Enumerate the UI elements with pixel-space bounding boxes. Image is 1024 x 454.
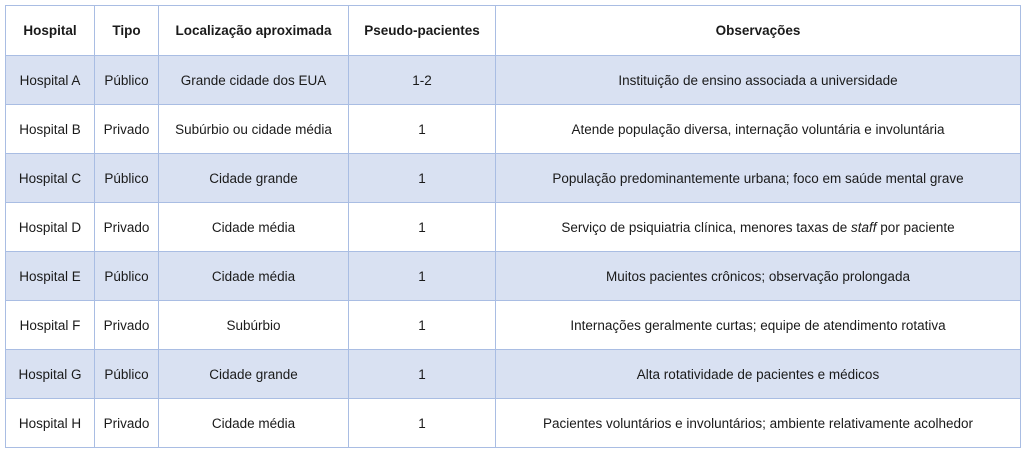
hospital-table-container xyxy=(5,5,1020,448)
cell-pseudo-pacientes: 1 xyxy=(349,154,496,203)
hospital-table xyxy=(5,5,1021,448)
cell-tipo: Público xyxy=(95,252,159,301)
cell-observacoes xyxy=(496,203,1021,252)
cell-hospital: Hospital F xyxy=(6,301,95,350)
obs-text-staff-italic: staff xyxy=(851,219,877,235)
obs-text-post: por paciente xyxy=(876,219,955,235)
cell-tipo: Público xyxy=(95,154,159,203)
cell-tipo: Público xyxy=(95,350,159,399)
header-observacoes: Observações xyxy=(496,6,1021,56)
cell-observacoes: Instituição de ensino associada a universidade xyxy=(496,56,1021,105)
cell-localizacao: Cidade grande xyxy=(159,350,349,399)
header-localizacao: Localização aproximada xyxy=(159,6,349,56)
cell-observacoes: Muitos pacientes crônicos; observação prolongada xyxy=(496,252,1021,301)
header-pseudo-pacientes: Pseudo-pacientes xyxy=(349,6,496,56)
cell-pseudo-pacientes: 1 xyxy=(349,350,496,399)
table-row xyxy=(6,301,1021,350)
cell-tipo: Privado xyxy=(95,399,159,448)
cell-localizacao: Subúrbio ou cidade média xyxy=(159,105,349,154)
cell-observacoes: Internações geralmente curtas; equipe de atendimento rotativa xyxy=(496,301,1021,350)
table-row xyxy=(6,399,1021,448)
header-row xyxy=(6,6,1021,56)
table-row xyxy=(6,252,1021,301)
cell-pseudo-pacientes: 1 xyxy=(349,252,496,301)
cell-pseudo-pacientes: 1 xyxy=(349,203,496,252)
table-row xyxy=(6,56,1021,105)
obs-text-pre: Serviço de psiquiatria clínica, menores taxas de xyxy=(561,219,852,235)
cell-tipo: Privado xyxy=(95,105,159,154)
table-row xyxy=(6,105,1021,154)
header-hospital: Hospital xyxy=(6,6,95,56)
cell-tipo: Privado xyxy=(95,203,159,252)
cell-localizacao: Grande cidade dos EUA xyxy=(159,56,349,105)
table-row xyxy=(6,203,1021,252)
cell-hospital: Hospital G xyxy=(6,350,95,399)
cell-pseudo-pacientes: 1 xyxy=(349,105,496,154)
table-row xyxy=(6,154,1021,203)
cell-localizacao: Cidade média xyxy=(159,252,349,301)
cell-hospital: Hospital B xyxy=(6,105,95,154)
cell-pseudo-pacientes: 1-2 xyxy=(349,56,496,105)
cell-hospital: Hospital A xyxy=(6,56,95,105)
cell-tipo: Público xyxy=(95,56,159,105)
table-body xyxy=(6,56,1021,448)
header-tipo: Tipo xyxy=(95,6,159,56)
cell-observacoes: Atende população diversa, internação voluntária e involuntária xyxy=(496,105,1021,154)
cell-tipo: Privado xyxy=(95,301,159,350)
cell-hospital: Hospital D xyxy=(6,203,95,252)
cell-hospital: Hospital C xyxy=(6,154,95,203)
cell-pseudo-pacientes: 1 xyxy=(349,301,496,350)
cell-observacoes: População predominantemente urbana; foco em saúde mental grave xyxy=(496,154,1021,203)
cell-hospital: Hospital E xyxy=(6,252,95,301)
table-header xyxy=(6,6,1021,56)
cell-observacoes: Pacientes voluntários e involuntários; ambiente relativamente acolhedor xyxy=(496,399,1021,448)
cell-pseudo-pacientes: 1 xyxy=(349,399,496,448)
cell-observacoes: Alta rotatividade de pacientes e médicos xyxy=(496,350,1021,399)
cell-hospital: Hospital H xyxy=(6,399,95,448)
cell-localizacao: Subúrbio xyxy=(159,301,349,350)
cell-localizacao: Cidade média xyxy=(159,399,349,448)
cell-localizacao: Cidade média xyxy=(159,203,349,252)
cell-localizacao: Cidade grande xyxy=(159,154,349,203)
table-row xyxy=(6,350,1021,399)
